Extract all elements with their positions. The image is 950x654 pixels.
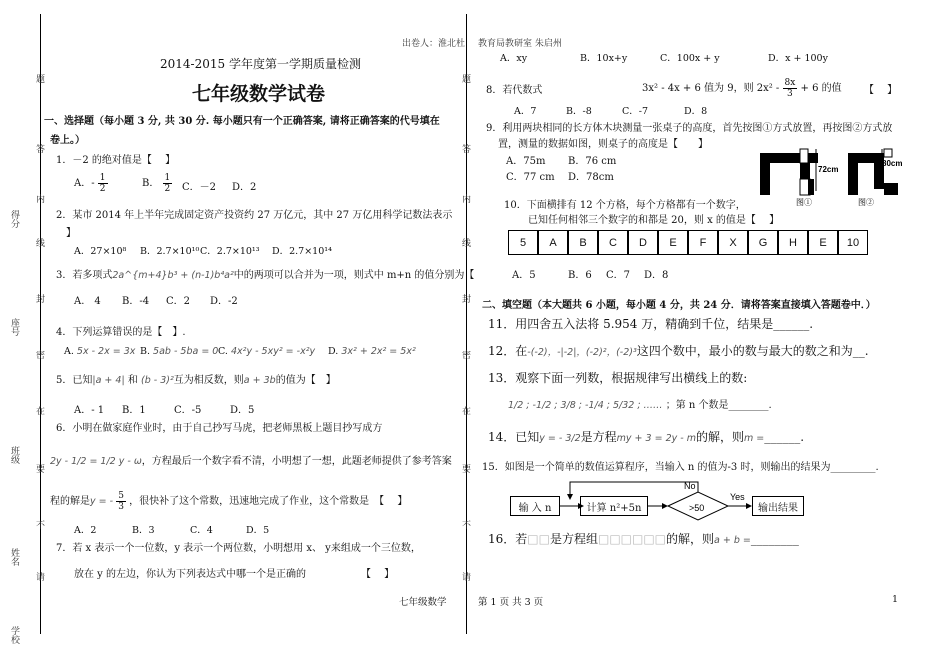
q9-option-d: D．78cm (568, 172, 614, 183)
q8-bracket: 【 】 (864, 85, 898, 96)
q6-line3: 程的解是y = - $\frac{5}{3}$ ，很快补了这个常数，迅速地完成了作业，这个常数是 【 】 (50, 491, 408, 512)
q2-option-b: B．2.7×10¹⁰ (140, 246, 200, 257)
q1-option-c: C．－2 (182, 182, 217, 193)
binding-char: 请 (462, 573, 472, 583)
arrowhead (578, 503, 584, 509)
flow-cond-text: >50 (689, 503, 705, 513)
q5-option-a: A．- 1 (74, 405, 105, 416)
q8-stem: 8．若代数式 (486, 85, 543, 96)
q10-option-c: C．7 (606, 270, 631, 281)
q7-option-c: C．100x + y (660, 53, 720, 64)
middle-binding-line (466, 14, 467, 634)
grid-cell: G (748, 230, 778, 255)
q5-option-c: C．-5 (174, 405, 202, 416)
office-line: 教育局教研室 朱启州 (478, 39, 562, 49)
name-label: 姓名 (9, 548, 19, 566)
fig1-block-shadow (808, 179, 814, 195)
page-footer: 第 1 页 共 3 页 (478, 597, 544, 608)
q9-option-a: A．75m (506, 156, 546, 167)
q4-stem: 4．下列运算错误的是【 】. (56, 327, 186, 338)
q4-option-d: D. 3x² + 2x² = 5x² (328, 346, 416, 357)
binding-char: 要 (36, 465, 46, 475)
q8-option-b: B．-8 (566, 106, 592, 117)
q9-line2: 置，测量的数据如图，则桌子的高度是【 】 (498, 139, 708, 150)
grid-cell: F (688, 230, 718, 255)
arrow-no-loop (570, 482, 698, 494)
class-label: 班级 (9, 446, 19, 464)
binding-char: 题 (462, 75, 472, 85)
fig1-label: 72cm (818, 165, 839, 174)
q7-option-b: B．10x+y (580, 53, 628, 64)
q3-option-d: D．-2 (210, 296, 238, 307)
q9-line1: 9．利用两块相同的长方体木块测量一张桌子的高度，首先按图①方式放置，再按图②方式放 (486, 123, 893, 134)
q7-line1: 7．若 x 表示一个一位数，y 表示一个两位数，小明想用 x、 y来组成一个三位数， (56, 543, 421, 554)
flow-yes: Yes (730, 492, 745, 502)
q4-option-b: B. 5ab - 5ba = 0 (140, 346, 219, 357)
q3-stem: 3．若多项式2a^{m+4}b³ + (n-1)b⁴a²中的两项可以合并为一项，则式中 m+n 的值分别为【 (56, 270, 475, 281)
section1-heading-cont: 卷上。） (50, 135, 85, 146)
q9-option-b: B．76 cm (568, 156, 617, 167)
q6-option-d: D．5 (246, 525, 270, 536)
binding-char: 封 (462, 295, 472, 305)
binding-char: 封 (36, 295, 46, 305)
fig2-block-bottom (884, 183, 898, 195)
binding-char: 密 (462, 351, 472, 361)
binding-char: 不 (462, 521, 472, 531)
seat-label: 座号 (9, 318, 19, 336)
binding-char: 题 (36, 75, 46, 85)
q7-line2: 放在 y 的左边，你认为下列表达式中哪一个是正确的 【 】 (74, 569, 395, 580)
left-page-footer: 七年级数学 (399, 597, 447, 608)
binding-char: 请 (36, 573, 46, 583)
q6-option-c: C．4 (190, 525, 213, 536)
q4-option-a: A. 5x - 2x = 3x (64, 346, 136, 357)
binding-char: 线 (36, 239, 46, 249)
binding-char: 内 (36, 195, 46, 205)
binding-char: 线 (462, 239, 472, 249)
binding-char: 答 (36, 145, 46, 155)
q3-option-c: C．2 (166, 296, 191, 307)
fig2-label: 80cm (882, 159, 903, 168)
q10-option-b: B．6 (568, 270, 592, 281)
binding-char: 要 (462, 465, 472, 475)
grid-cell: H (778, 230, 808, 255)
q2-option-c: C．2.7×10¹³ (200, 246, 260, 257)
q8-option-a: A．7 (514, 106, 537, 117)
binding-char: 在 (36, 407, 46, 417)
grid-cell: X (718, 230, 748, 255)
q15: 15．如图是一个简单的数值运算程序，当输入 n 的值为-3 时，则输出的结果为_________. (482, 462, 879, 473)
q4-option-c: C. 4x²y - 5xy² = -x²y (218, 346, 316, 357)
q8-option-c: C．-7 (622, 106, 649, 117)
binding-line (40, 14, 41, 634)
q5-option-d: D．5 (230, 405, 255, 416)
author-line: 出卷人：淮北杜 (402, 39, 466, 49)
paper-title: 七年级数学试卷 (192, 83, 326, 105)
q2-option-d: D．2.7×10¹⁴ (272, 246, 332, 257)
q3-option-b: B．-4 (122, 296, 150, 307)
q12: 12．在-(-2)，-|-2|，(-2)²，(-2)³这四个数中，最小的数与最大的数之和为__. (488, 344, 869, 358)
q6-option-b: B．3 (132, 525, 155, 536)
grid-cell: 10 (838, 230, 868, 255)
q5-stem: 5．已知|a + 4| 和 (b - 3)²互为相反数，则a + 3b的值为【 】 (56, 375, 336, 386)
q13: 13．观察下面一列数，根据规律写出横线上的数: (488, 371, 748, 385)
flow-calc: 计算 n²+5n (580, 496, 648, 516)
arrowhead (567, 494, 573, 500)
flow-no: No (684, 481, 696, 491)
binding-char: 不 (36, 521, 46, 531)
q1-option-b: B． $\frac{1}{2}$ (142, 173, 171, 194)
q16: 16．若□□是方程组□□□□□□的解，则a + b =________ (488, 532, 799, 546)
q9-figures (756, 145, 916, 207)
year-title: 2014-2015 学年度第一学期质量检测 (160, 57, 361, 71)
q14: 14．已知y = - 3/2是方程my + 3 = 2y - m的解，则m =______. (488, 430, 805, 444)
section2-heading: 二、填空题（本大题共 6 小题，每小题 4 分，共 24 分．请将答案直接填入答题卷中．） (482, 300, 876, 311)
section1-heading: 一、选择题（每小题 3 分, 共 30 分. 每小题只有一个正确答案, 请将正确答案的代号填在 (44, 116, 440, 127)
q2-stem: 2．某市 2014 年上半年完成固定资产投资约 27 万亿元，其中 27 万亿用科学记数法表示 (56, 210, 453, 221)
q1-stem: 1．－2 的绝对值是【 】 (56, 155, 176, 166)
fig2-caption: 图② (858, 198, 874, 207)
page-number: 1 (892, 594, 899, 605)
q1-option-a: A．- $\frac{1}{2}$ (74, 173, 106, 194)
binding-char: 内 (462, 195, 472, 205)
q2-stem-cont: 】 (66, 228, 76, 239)
q10-option-d: D．8 (644, 270, 669, 281)
q13-sequence: 1/2 ; -1/2 ; 3/8 ; -1/4 ; 5/32 ; …… ；第 n 个数是________. (508, 400, 772, 411)
q8-expr: 3x² - 4x + 6 值为 9，则 2x² - $\frac{8x}{3}$ + 6 的值 (642, 78, 842, 99)
q11: 11．用四舍五入法将 5.954 万，精确到千位，结果是______. (488, 317, 814, 331)
q6-option-a: A．2 (74, 525, 97, 536)
grid-cell: A (538, 230, 568, 255)
q6-line2: 2y - 1/2 = 1/2 y - ω，方程最后一个数字看不清，小明想了一想，此题老师提供了参考答案 (50, 456, 452, 467)
grid-cell: B (568, 230, 598, 255)
fig2-table-top (848, 153, 884, 163)
q2-option-a: A．27×10⁸ (74, 246, 127, 257)
q1-option-d: D．2 (232, 182, 257, 193)
binding-char: 密 (36, 351, 46, 361)
fig1-block-top (800, 149, 808, 163)
q9-option-c: C．77 cm (506, 172, 555, 183)
q7-option-d: D．x + 100y (768, 53, 828, 64)
q10-option-a: A．5 (512, 270, 536, 281)
q5-option-b: B．1 (122, 405, 146, 416)
fig2-block-top (884, 149, 892, 157)
grid-cell: E (658, 230, 688, 255)
binding-char: 答 (462, 145, 472, 155)
q10-line2: 已知任何相邻三个数字的和都是 20，则 x 的值是【 】 (528, 215, 780, 226)
school-label: 学校 (9, 626, 19, 644)
q3-option-a: A. 4 (74, 296, 101, 307)
score-label: 得分 (9, 210, 19, 228)
q8-option-d: D．8 (684, 106, 708, 117)
q7-option-a: A．xy (500, 53, 528, 64)
grid-cell: 5 (508, 230, 538, 255)
grid-cell: D (628, 230, 658, 255)
fig1-caption: 图① (796, 198, 812, 207)
grid-cell: C (598, 230, 628, 255)
grid-cell: E (808, 230, 838, 255)
binding-char: 在 (462, 407, 472, 417)
flow-output: 输出结果 (752, 496, 804, 516)
q6-line1: 6．小明在做家庭作业时，由于自己抄写马虎，把老师黑板上题目抄写成方 (56, 423, 383, 434)
flow-input: 输 入 n (510, 496, 560, 516)
fig1-table-top (760, 153, 818, 163)
q10-line1: 10．下面横排有 12 个方格，每个方格都有一个数字， (504, 200, 746, 211)
fig1-left-leg (760, 163, 770, 195)
fig2-left-leg (848, 163, 858, 195)
